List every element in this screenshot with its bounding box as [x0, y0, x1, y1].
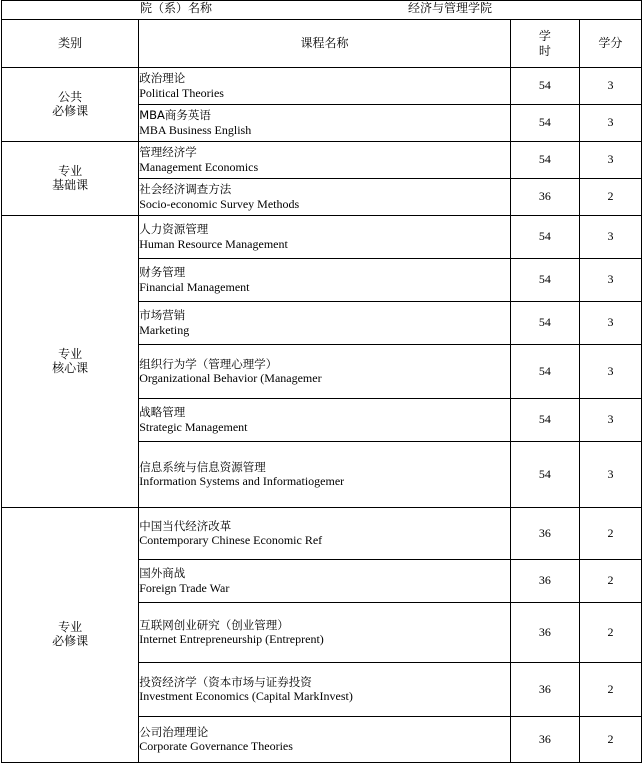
hours-char-1: 学	[538, 28, 551, 43]
course-name-cell	[139, 345, 511, 399]
course-name-chinese: 社会经济调查方法	[139, 182, 232, 197]
course-name-english: Corporate Governance Theories	[139, 739, 293, 754]
course-name-chinese: 国外商战	[139, 566, 186, 581]
course-name-english: Investment Economics (Capital MarkInvest)	[139, 689, 353, 704]
course-credits-cell: 3	[579, 442, 641, 508]
course-name-chinese: 管理经济学	[139, 145, 197, 160]
course-hours-cell: 54	[510, 216, 579, 259]
course-hours-cell: 54	[510, 68, 579, 105]
course-credits-cell: 3	[579, 399, 641, 442]
category-cell	[2, 508, 139, 763]
faculty-value: 经济与管理学院	[408, 1, 493, 15]
table-row	[2, 142, 642, 179]
category-line-2: 核心课	[52, 360, 89, 375]
course-name-english: Foreign Trade War	[139, 580, 230, 595]
course-hours-cell: 36	[510, 179, 579, 216]
course-credits-cell: 2	[579, 560, 641, 603]
course-name-cell	[139, 259, 511, 302]
category-cell	[2, 68, 139, 142]
course-name-english: Socio-economic Survey Methods	[139, 196, 300, 211]
course-credits-cell: 3	[579, 216, 641, 259]
column-header-course-name: 课程名称	[139, 20, 511, 68]
course-name-english: Contemporary Chinese Economic Ref	[139, 533, 323, 548]
course-name-english: Strategic Management	[139, 419, 248, 434]
course-hours-cell: 36	[510, 560, 579, 603]
course-name-cell	[139, 442, 511, 508]
category-line-2: 必修课	[52, 634, 89, 648]
course-name-chinese: 中国当代经济改革	[139, 518, 232, 533]
course-name-english: Information Systems and Informatiogemer	[139, 474, 345, 489]
course-credits-cell: 3	[579, 345, 641, 399]
course-name-cell	[139, 508, 511, 560]
column-header-row	[2, 20, 642, 68]
column-header-category: 类别	[2, 20, 139, 68]
category-cell	[2, 142, 139, 216]
category-line-1: 公共	[58, 89, 83, 104]
course-name-cell	[139, 399, 511, 442]
course-credits-cell: 2	[579, 717, 641, 763]
course-credits-cell: 2	[579, 179, 641, 216]
course-hours-cell: 36	[510, 717, 579, 763]
course-name-chinese: 信息系统与信息资源管理	[139, 459, 266, 474]
course-name-english: Marketing	[139, 322, 190, 337]
course-name-cell	[139, 302, 511, 345]
course-credits-cell: 3	[579, 105, 641, 142]
course-name-chinese: MBA商务英语	[139, 108, 211, 123]
course-name-cell	[139, 105, 511, 142]
course-name-cell	[139, 142, 511, 179]
faculty-banner-row	[2, 1, 642, 20]
course-hours-cell: 36	[510, 663, 579, 717]
course-name-cell	[139, 68, 511, 105]
course-credits-cell: 3	[579, 142, 641, 179]
category-line-1: 专业	[58, 163, 83, 178]
course-hours-cell: 36	[510, 508, 579, 560]
category-line-1: 专业	[58, 346, 83, 361]
course-hours-cell: 54	[510, 345, 579, 399]
column-header-credits: 学分	[579, 20, 641, 68]
table-row	[2, 68, 642, 105]
category-cell	[2, 216, 139, 508]
course-hours-cell: 54	[510, 302, 579, 345]
course-credits-cell: 3	[579, 259, 641, 302]
course-hours-cell: 54	[510, 259, 579, 302]
course-credits-cell: 2	[579, 663, 641, 717]
course-name-chinese: 投资经济学（资本市场与证券投资	[139, 674, 312, 689]
course-name-english: Management Economics	[139, 159, 259, 174]
category-line-1: 专业	[58, 620, 83, 635]
course-hours-cell: 54	[510, 399, 579, 442]
faculty-label: 院（系）名称	[140, 1, 213, 15]
course-name-english: Human Resource Management	[139, 236, 288, 251]
course-name-cell	[139, 717, 511, 763]
course-hours-cell: 54	[510, 105, 579, 142]
hours-char-2: 时	[538, 43, 551, 58]
table-row	[2, 508, 642, 560]
faculty-banner-cell	[2, 1, 642, 20]
course-credits-cell: 3	[579, 302, 641, 345]
course-name-chinese: 战略管理	[139, 405, 186, 420]
course-name-chinese: 公司治理理论	[139, 724, 209, 739]
course-name-cell	[139, 560, 511, 603]
course-name-chinese: 市场营销	[139, 308, 186, 323]
course-name-cell	[139, 663, 511, 717]
course-name-cell	[139, 216, 511, 259]
course-hours-cell: 54	[510, 142, 579, 179]
course-credits-cell: 2	[579, 603, 641, 663]
course-hours-cell: 54	[510, 442, 579, 508]
course-name-english: Financial Management	[139, 279, 250, 294]
course-name-english: MBA Business English	[139, 122, 252, 137]
category-line-2: 必修课	[52, 103, 89, 118]
table-row	[2, 216, 642, 259]
course-credits-cell: 3	[579, 68, 641, 105]
course-name-chinese: 人力资源管理	[139, 222, 209, 237]
column-header-hours	[510, 20, 579, 68]
course-name-chinese: 财务管理	[139, 265, 186, 280]
course-name-chinese: 组织行为学（管理心理学）	[139, 356, 278, 371]
curriculum-table	[1, 0, 642, 763]
course-name-cell	[139, 179, 511, 216]
course-hours-cell: 36	[510, 603, 579, 663]
course-name-english: Political Theories	[139, 85, 224, 100]
course-name-english: Internet Entrepreneurship (Entreprent)	[139, 632, 324, 647]
course-name-chinese: 互联网创业研究（创业管理）	[139, 617, 289, 632]
course-name-english: Organizational Behavior (Managemer	[139, 371, 322, 386]
course-credits-cell: 2	[579, 508, 641, 560]
course-name-cell	[139, 603, 511, 663]
category-line-2: 基础课	[52, 177, 89, 192]
course-name-chinese: 政治理论	[139, 71, 186, 86]
